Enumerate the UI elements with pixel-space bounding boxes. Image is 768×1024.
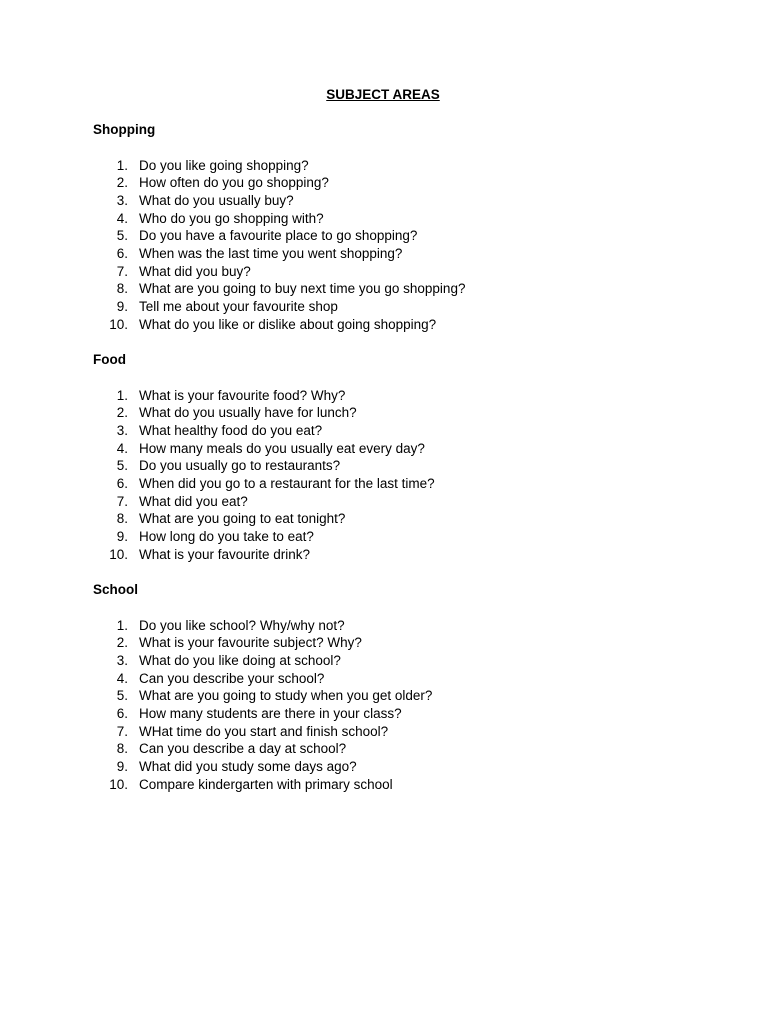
question-number: 2. bbox=[116, 175, 128, 191]
question-number: 7. bbox=[116, 493, 128, 509]
question-number: 5. bbox=[116, 688, 128, 704]
question-text: What did you eat? bbox=[139, 493, 248, 509]
question-number: 7. bbox=[116, 723, 128, 739]
question-text: What do you like doing at school? bbox=[139, 652, 341, 668]
question-number: 4. bbox=[116, 440, 128, 456]
question-text: Do you like going shopping? bbox=[139, 157, 309, 173]
question-text: Who do you go shopping with? bbox=[139, 210, 324, 226]
section-heading: Shopping bbox=[93, 122, 156, 137]
question-item bbox=[93, 634, 362, 652]
question-text: How long do you take to eat? bbox=[139, 529, 314, 544]
question-number: 4. bbox=[116, 210, 128, 226]
question-item bbox=[93, 157, 309, 175]
question-item bbox=[93, 422, 323, 440]
question-text: Compare kindergarten with primary school bbox=[139, 776, 393, 792]
question-number: 9. bbox=[116, 759, 128, 774]
question-item bbox=[93, 652, 341, 670]
question-number: 10. bbox=[109, 776, 128, 792]
question-text: What healthy food do you eat? bbox=[139, 422, 323, 438]
question-number: 5. bbox=[116, 228, 128, 244]
question-text: How many meals do you usually eat every day? bbox=[139, 440, 425, 456]
question-text: What are you going to study when you get older? bbox=[139, 688, 433, 704]
question-number: 7. bbox=[116, 263, 128, 279]
question-item bbox=[93, 210, 324, 228]
question-text: What is your favourite drink? bbox=[139, 546, 311, 562]
question-item bbox=[93, 245, 403, 263]
question-text: What are you going to buy next time you go shopping? bbox=[139, 281, 466, 297]
section-heading: School bbox=[93, 582, 139, 597]
question-item bbox=[93, 298, 338, 316]
question-text: What did you study some days ago? bbox=[139, 759, 357, 774]
question-item bbox=[93, 617, 345, 635]
question-text: Do you have a favourite place to go shopping? bbox=[139, 228, 418, 244]
question-number: 1. bbox=[116, 387, 128, 403]
question-item bbox=[93, 740, 347, 758]
question-number: 5. bbox=[116, 458, 128, 474]
question-item bbox=[93, 404, 357, 422]
question-number: 8. bbox=[116, 281, 128, 297]
question-number: 9. bbox=[116, 529, 128, 544]
question-item bbox=[93, 192, 294, 210]
question-text: What do you like or dislike about going shopping? bbox=[139, 316, 437, 332]
question-item bbox=[93, 723, 389, 741]
question-item bbox=[93, 493, 248, 511]
question-text: What are you going to eat tonight? bbox=[139, 511, 346, 527]
question-item bbox=[93, 475, 435, 493]
question-number: 6. bbox=[116, 475, 128, 491]
question-item bbox=[93, 687, 433, 705]
question-list bbox=[93, 617, 433, 794]
question-text: Can you describe a day at school? bbox=[139, 741, 347, 757]
question-item bbox=[93, 670, 325, 688]
question-number: 1. bbox=[116, 617, 128, 633]
question-number: 9. bbox=[116, 299, 128, 314]
question-number: 2. bbox=[116, 635, 128, 651]
question-number: 10. bbox=[109, 316, 128, 332]
question-item bbox=[93, 546, 311, 564]
question-item bbox=[93, 440, 425, 458]
question-item bbox=[93, 280, 466, 298]
question-item bbox=[93, 776, 393, 794]
question-text: What is your favourite food? Why? bbox=[139, 387, 346, 403]
question-text: Can you describe your school? bbox=[139, 670, 325, 686]
question-item bbox=[93, 316, 437, 334]
question-item bbox=[93, 705, 402, 723]
question-text: WHat time do you start and finish school? bbox=[139, 723, 389, 739]
question-item bbox=[93, 528, 314, 546]
question-text: What do you usually have for lunch? bbox=[139, 405, 357, 421]
question-text: When was the last time you went shopping? bbox=[139, 245, 403, 261]
question-text: What did you buy? bbox=[139, 263, 251, 279]
question-text: How often do you go shopping? bbox=[139, 175, 329, 191]
question-item bbox=[93, 227, 418, 245]
question-number: 1. bbox=[116, 157, 128, 173]
question-number: 4. bbox=[116, 670, 128, 686]
question-list bbox=[93, 387, 435, 564]
question-text: What do you usually buy? bbox=[139, 192, 294, 208]
question-item bbox=[93, 758, 357, 776]
question-text: How many students are there in your class? bbox=[139, 705, 402, 721]
document-title: SUBJECT AREAS bbox=[326, 87, 440, 102]
question-number: 8. bbox=[116, 511, 128, 527]
question-text: Tell me about your favourite shop bbox=[139, 299, 338, 314]
section-shopping bbox=[93, 121, 466, 333]
section-food bbox=[93, 351, 435, 563]
question-text: Do you like school? Why/why not? bbox=[139, 617, 345, 633]
question-number: 2. bbox=[116, 405, 128, 421]
question-number: 6. bbox=[116, 705, 128, 721]
question-item bbox=[93, 263, 251, 281]
question-number: 3. bbox=[116, 652, 128, 668]
question-number: 6. bbox=[116, 245, 128, 261]
question-item bbox=[93, 457, 341, 475]
question-text: When did you go to a restaurant for the last time? bbox=[139, 475, 435, 491]
section-heading: Food bbox=[93, 352, 126, 367]
question-item bbox=[93, 510, 346, 528]
question-number: 10. bbox=[109, 546, 128, 562]
question-item bbox=[93, 174, 329, 192]
question-text: What is your favourite subject? Why? bbox=[139, 635, 362, 651]
question-number: 8. bbox=[116, 741, 128, 757]
section-school bbox=[93, 581, 433, 793]
question-text: Do you usually go to restaurants? bbox=[139, 458, 341, 474]
question-number: 3. bbox=[116, 422, 128, 438]
question-list bbox=[93, 157, 466, 334]
question-item bbox=[93, 387, 346, 405]
question-number: 3. bbox=[116, 192, 128, 208]
